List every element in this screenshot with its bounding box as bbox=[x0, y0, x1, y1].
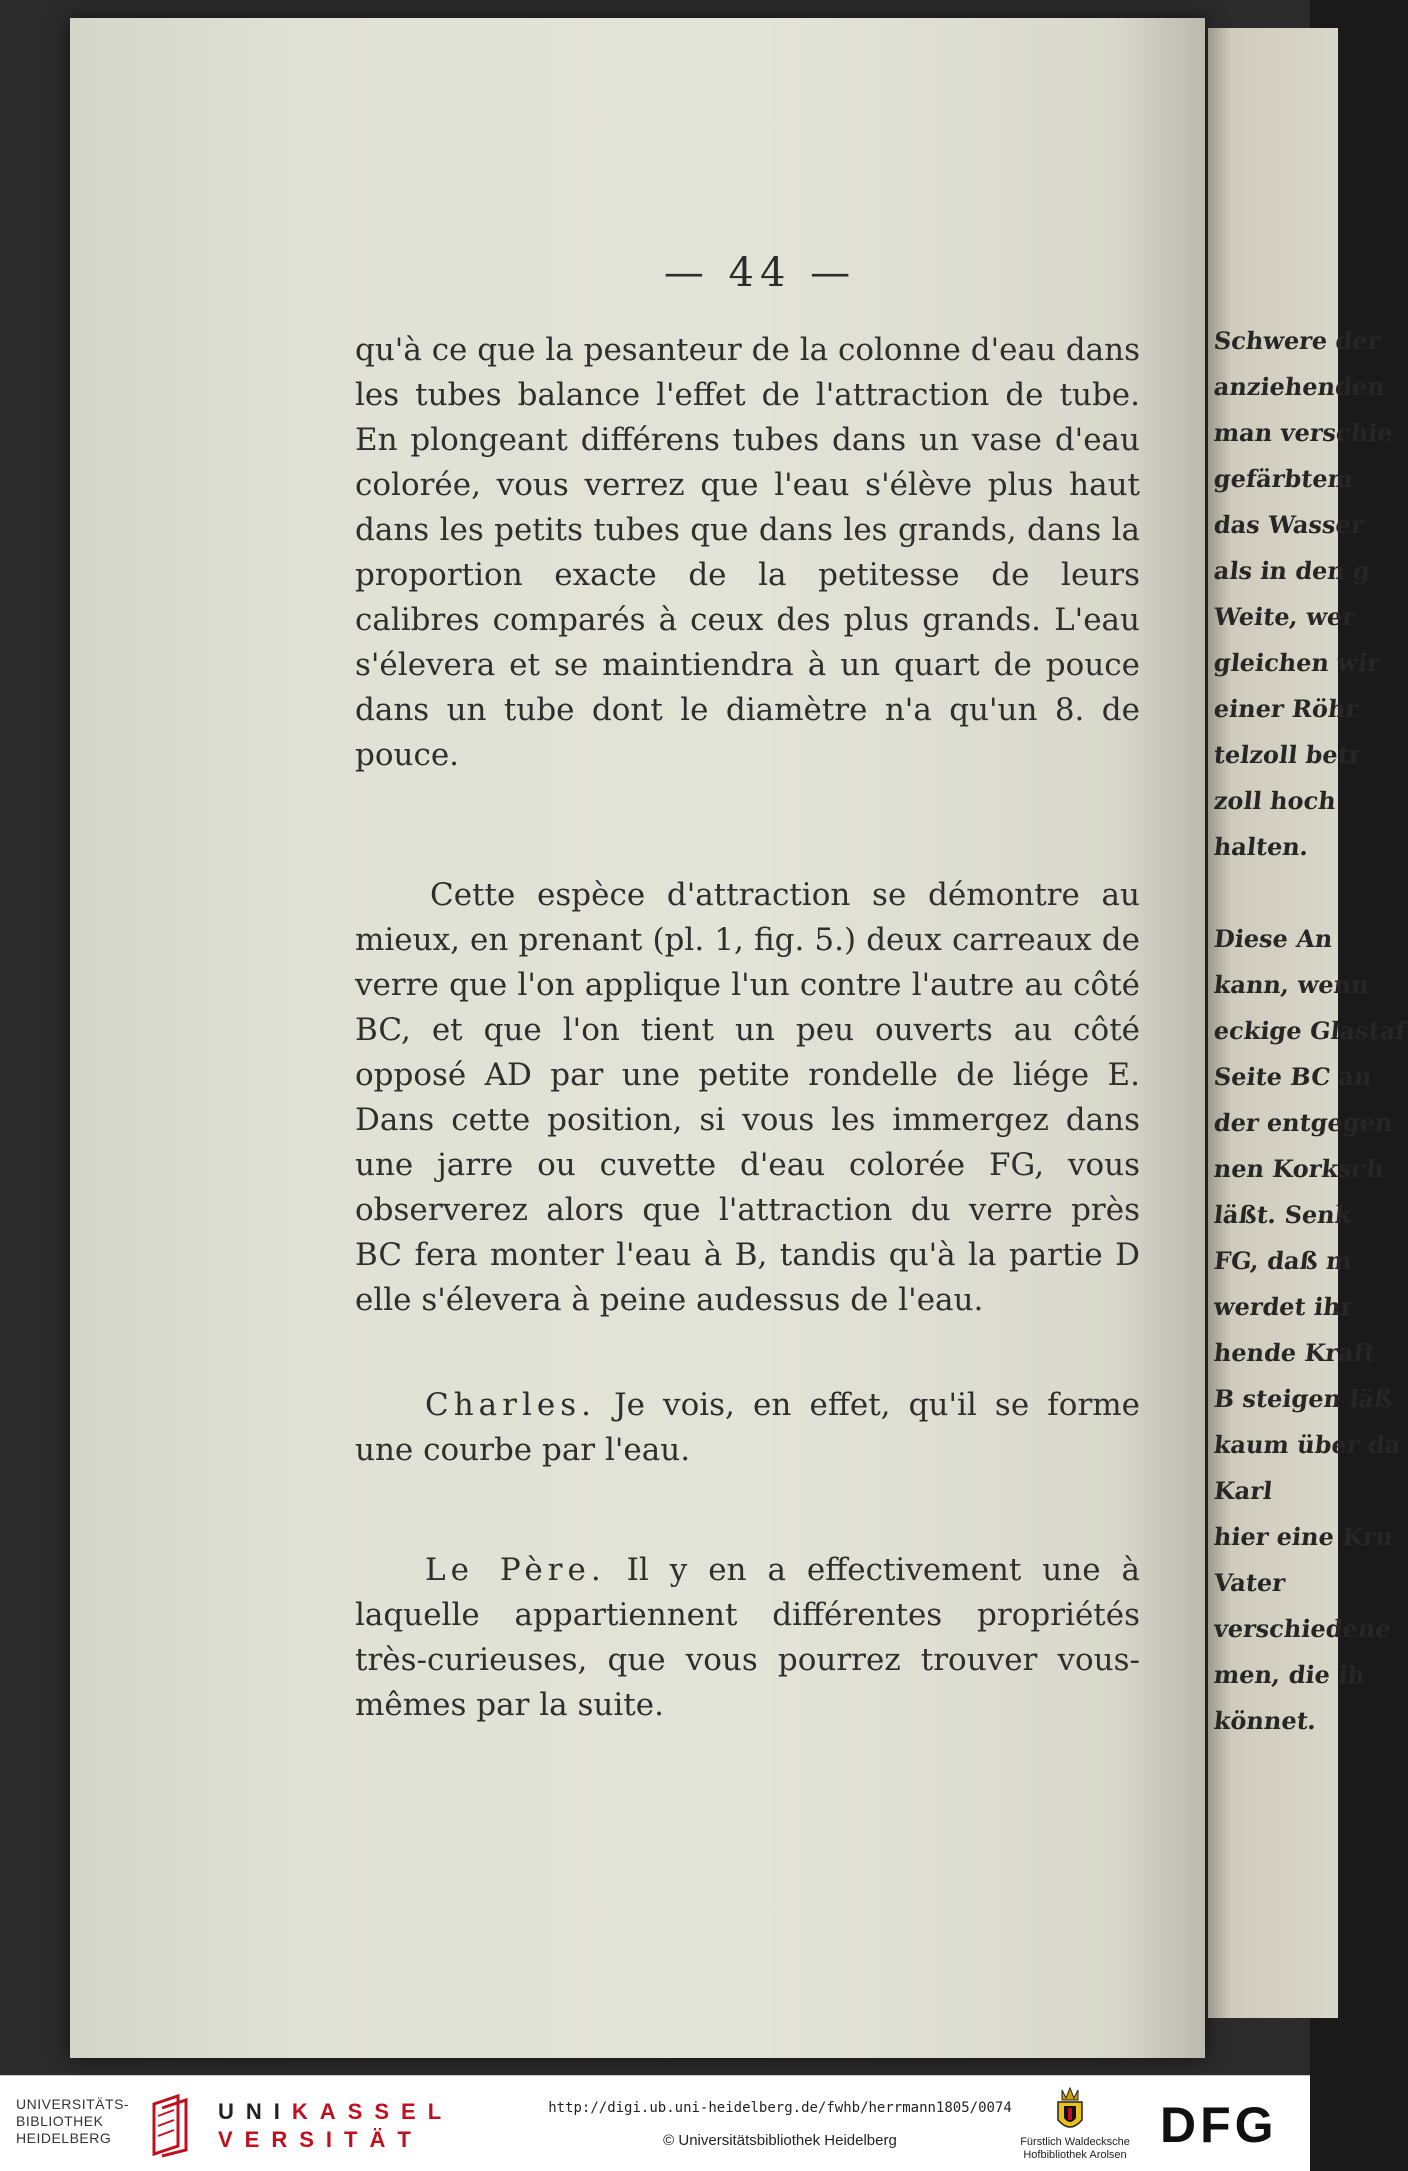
waldeck-crest-icon bbox=[1050, 2084, 1090, 2136]
right-page-fragment: Diese An bbox=[1212, 924, 1334, 953]
right-page-fragment: als in den g bbox=[1212, 556, 1372, 585]
heidelberg-library-name bbox=[16, 2096, 146, 2147]
right-page-fragment: läßt. Senk bbox=[1212, 1200, 1353, 1229]
source-url-link[interactable]: http://digi.ub.uni-heidelberg.de/fwhb/herrmann1805/0074 bbox=[548, 2100, 1012, 2116]
right-page-fragment: werdet ihr bbox=[1212, 1292, 1355, 1321]
right-page-text-column bbox=[1214, 318, 1406, 1744]
right-page-fragment bbox=[1212, 870, 1408, 916]
right-book-page-edge bbox=[1208, 28, 1408, 2018]
right-page-fragment: kann, wenn bbox=[1212, 970, 1371, 999]
kassel-line-1: UNIKASSEL bbox=[218, 2099, 454, 2124]
right-page-fragment: einer Röhr bbox=[1212, 694, 1360, 723]
waldeck-library-name bbox=[1000, 2136, 1150, 2162]
library-line-2: BIBLIOTHEK bbox=[16, 2113, 104, 2129]
paragraph-2 bbox=[355, 873, 1140, 1323]
waldeck-line-2: Hofbibliothek Arolsen bbox=[1023, 2149, 1127, 2161]
speaker-charles: Charles. bbox=[425, 1387, 597, 1423]
right-page-fragment: gefärbtem bbox=[1212, 464, 1355, 493]
right-page-fragment: könnet. bbox=[1212, 1706, 1318, 1735]
right-page-fragment: gleichen wir bbox=[1212, 648, 1382, 677]
page-number: — 44 — bbox=[663, 250, 857, 296]
library-line-1: UNIVERSITÄTS- bbox=[16, 2096, 130, 2112]
right-page-fragment: Schwere der bbox=[1212, 326, 1382, 355]
right-page-fragment: anziehenden bbox=[1212, 372, 1387, 401]
right-page-fragment: eckige Glastaf bbox=[1212, 1016, 1408, 1045]
right-page-fragment: Vater bbox=[1212, 1568, 1287, 1597]
right-page-fragment: Karl bbox=[1212, 1476, 1274, 1505]
right-page-fragment: hende Kraft bbox=[1212, 1338, 1377, 1367]
right-page-fragment: der entgegen bbox=[1212, 1108, 1394, 1137]
copyright-notice: © Universitätsbibliothek Heidelberg bbox=[663, 2132, 897, 2149]
paragraph-4-text: Il y en a effectivement une à laquelle appartiennent différentes propriétés très-curieuses, que vous pourrez trouver vous-mêmes par la suite. bbox=[355, 1552, 1140, 1723]
right-page-fragment: men, die ih bbox=[1212, 1660, 1367, 1689]
right-page-fragment: das Wasser bbox=[1212, 510, 1366, 539]
right-page-fragment: kaum über da bbox=[1212, 1430, 1402, 1459]
right-page-fragment: Seite BC an bbox=[1212, 1062, 1374, 1091]
right-page-fragment: verschiedene bbox=[1212, 1614, 1393, 1643]
uni-kassel-logo bbox=[218, 2098, 453, 2154]
right-page-fragment: halten. bbox=[1212, 832, 1310, 861]
waldeck-line-1: Fürstlich Waldecksche bbox=[1020, 2136, 1130, 2148]
right-page-fragment: FG, daß m bbox=[1212, 1246, 1354, 1275]
right-page-fragment: Weite, wer bbox=[1212, 602, 1357, 631]
footer-bar bbox=[0, 2075, 1310, 2171]
left-book-page bbox=[70, 18, 1205, 2058]
kassel-line-2: VERSITÄT bbox=[218, 2127, 423, 2152]
paragraph-3 bbox=[355, 1383, 1140, 1473]
paragraph-3-text: Je vois, en effet, qu'il se forme une courbe par l'eau. bbox=[355, 1387, 1141, 1468]
heidelberg-library-logo-icon bbox=[148, 2094, 192, 2156]
paragraph-2-text: Cette espèce d'attraction se démontre au mieux, en prenant (pl. 1, fig. 5.) deux carreaux de verre que l'on applique l'un contre l'autre au côté BC, et que l'on tient un peu ouverts au côté opposé AD par une petite rondelle de liége E. Dans cette position, si vous les immergez dans une jarre ou cuvette d'eau colorée FG, vous observerez alors que l'attraction du verre près BC fera monter l'eau à B, tandis qu'à la partie D elle s'élevera à peine audessus de l'eau. bbox=[355, 877, 1140, 1318]
right-page-fragment: B steigen läß bbox=[1212, 1384, 1394, 1413]
dfg-logo: DFG bbox=[1160, 2097, 1278, 2153]
speaker-le-pere: Le Père. bbox=[425, 1552, 606, 1588]
right-page-fragment: telzoll betr bbox=[1212, 740, 1364, 769]
paragraph-1-text: qu'à ce que la pesanteur de la colonne d'eau dans les tubes balance l'effet de l'attraction de tube. En plongeant différens tubes dans un vase d'eau colorée, vous verrez que l'eau s'élève plus haut dans les petits tubes que dans les grands, dans la proportion exacte de la petitesse de leurs calibres comparés à ceux des plus grands. L'eau s'élevera et se maintiendra à un quart de pouce dans un tube dont le diamètre n'a qu'un 8. de pouce. bbox=[355, 332, 1140, 773]
paragraph-1 bbox=[355, 328, 1140, 778]
right-page-fragment: man verschie bbox=[1212, 418, 1395, 447]
paragraph-4 bbox=[355, 1548, 1140, 1728]
right-page-fragment: nen Korksch bbox=[1212, 1154, 1386, 1183]
library-line-3: HEIDELBERG bbox=[16, 2130, 112, 2146]
right-page-fragment: hier eine Kru bbox=[1212, 1522, 1395, 1551]
right-page-fragment: zoll hoch bbox=[1212, 786, 1338, 815]
